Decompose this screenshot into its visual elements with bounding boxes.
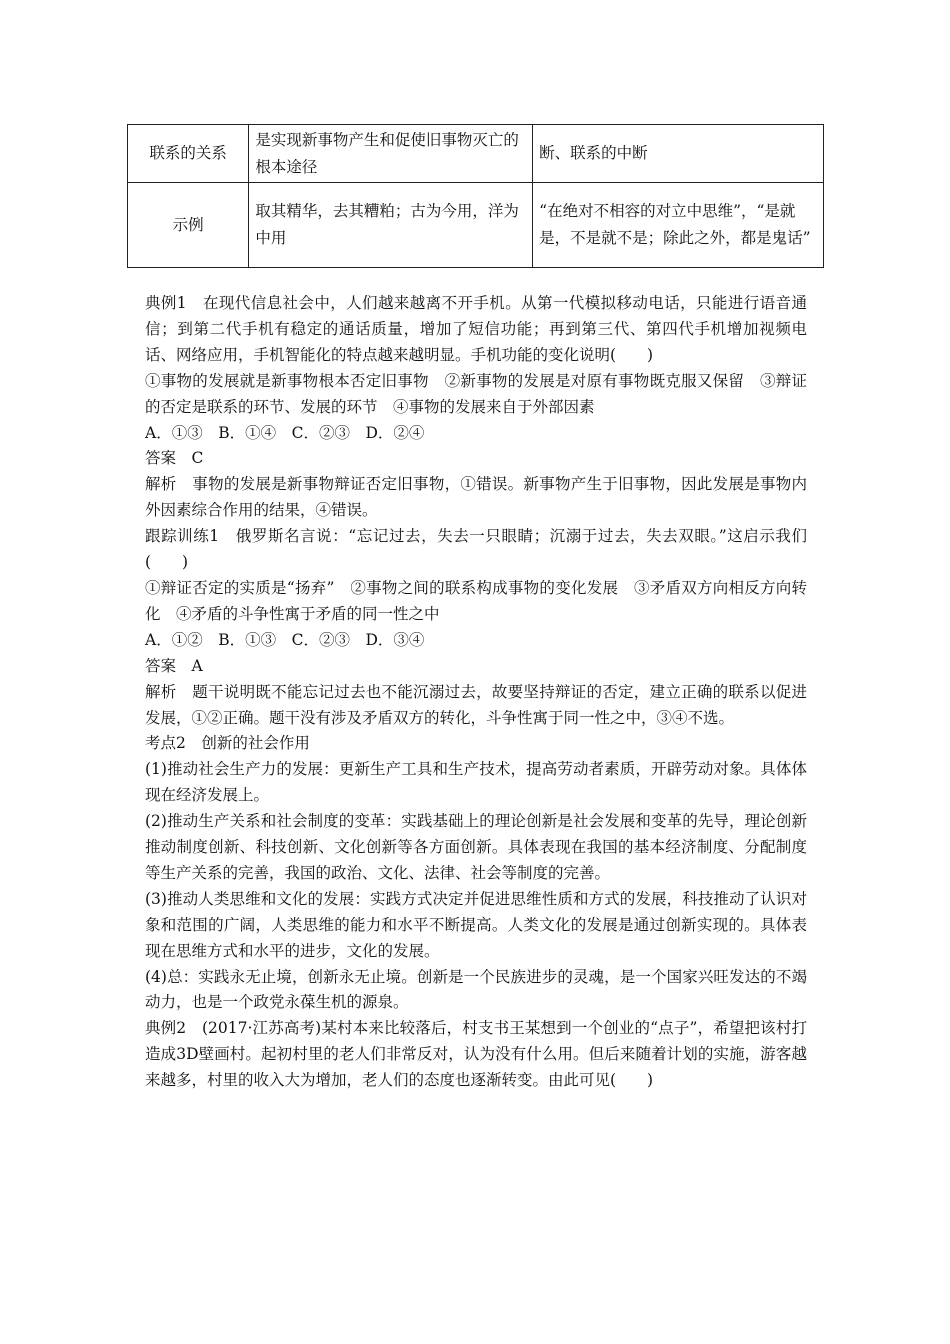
table-cell: 是实现新事物产生和促使旧事物灭亡的根本途径 [249, 125, 533, 183]
example-1-question: 典例1 在现代信息社会中，人们越来越离不开手机。从第一代模拟移动电话，只能进行语音通信；到第二代手机有稳定的通话质量，增加了短信功能；再到第三代、第四代手机增加视频电话、网络应用，手机智能化的特点越来越明显。手机功能的变化说明( ) [145, 294, 807, 364]
example-1-options-text: ①事物的发展就是新事物根本否定旧事物 ②新事物的发展是对原有事物既克服又保留 ③辩证的否定是联系的环节、发展的环节 ④事物的发展来自于外部因素 [145, 371, 807, 416]
section-heading: 考点2 创新的社会作用 [145, 734, 310, 753]
table-row [128, 125, 824, 183]
point-2: (2)推动生产关系和社会制度的变革：实践基础上的理论创新是社会发展和变革的先导，理论创新推动制度创新、科技创新、文化创新等各方面创新。具体表现在我国的基本经济制度、分配制度等生产关系的完善，我国的政治、文化、法律、社会等制度的完善。 [145, 812, 807, 882]
point-3: (3)推动人类思维和文化的发展：实践方式决定并促进思维性质和方式的发展，科技推动了认识对象和范围的广阔，人类思维的能力和水平不断提高。人类文化的发展是通过创新实现的。具体表现在思维方式和水平的进步，文化的发展。 [145, 889, 807, 960]
table-cell: “在绝对不相容的对立中思维”，“是就是，不是就不是；除此之外，都是鬼话” [533, 183, 824, 268]
exercise-1-question: 跟踪训练1 俄罗斯名言说：“忘记过去，失去一只眼睛；沉溺于过去，失去双眼。”这启示我们( ) [145, 527, 807, 572]
example-2-question: 典例2 (2017·江苏高考)某村本来比较落后，村支书王某想到一个创业的“点子”，希望把该村打造成3D壁画村。起初村里的老人们非常反对，认为没有什么用。但后来随着计划的实施，游客越来越多，村里的收入大为增加，老人们的态度也逐渐转变。由此可见( ) [145, 1019, 807, 1090]
table-cell: 取其精华，去其糟粕；古为今用，洋为中用 [249, 183, 533, 268]
table-cell: 示例 [128, 183, 249, 268]
point-4: (4)总：实践永无止境，创新永无止境。创新是一个民族进步的灵魂，是一个国家兴旺发达的不竭动力，也是一个政党永葆生机的源泉。 [145, 967, 807, 1012]
table-cell: 联系的关系 [128, 125, 249, 183]
comparison-table [127, 124, 824, 268]
exercise-1-analysis: 解析 题干说明既不能忘记过去也不能沉溺过去，故要坚持辩证的否定，建立正确的联系以促进发展，①②正确。题干没有涉及矛盾双方的转化，斗争性寓于同一性之中，③④不选。 [145, 682, 807, 727]
exercise-1-choices: A．①② B．①③ C．②③ D．③④ [145, 630, 425, 649]
example-1-answer: 答案 C [145, 449, 204, 468]
example-1-choices: A．①③ B．①④ C．②③ D．②④ [145, 423, 425, 442]
point-1: (1)推动社会生产力的发展：更新生产工具和生产技术，提高劳动者素质，开辟劳动对象。具体体现在经济发展上。 [145, 760, 807, 805]
document-body [145, 291, 807, 1094]
table-row [128, 183, 824, 268]
exercise-1-options-text: ①辩证否定的实质是“扬弃” ②事物之间的联系构成事物的变化发展 ③矛盾双方向相反方向转化 ④矛盾的斗争性寓于矛盾的同一性之中 [145, 578, 807, 623]
example-1-analysis: 解析 事物的发展是新事物辩证否定旧事物，①错误。新事物产生于旧事物，因此发展是事物内外因素综合作用的结果，④错误。 [145, 475, 807, 520]
exercise-1-answer: 答案 A [145, 656, 203, 675]
table-cell: 断、联系的中断 [533, 125, 824, 183]
